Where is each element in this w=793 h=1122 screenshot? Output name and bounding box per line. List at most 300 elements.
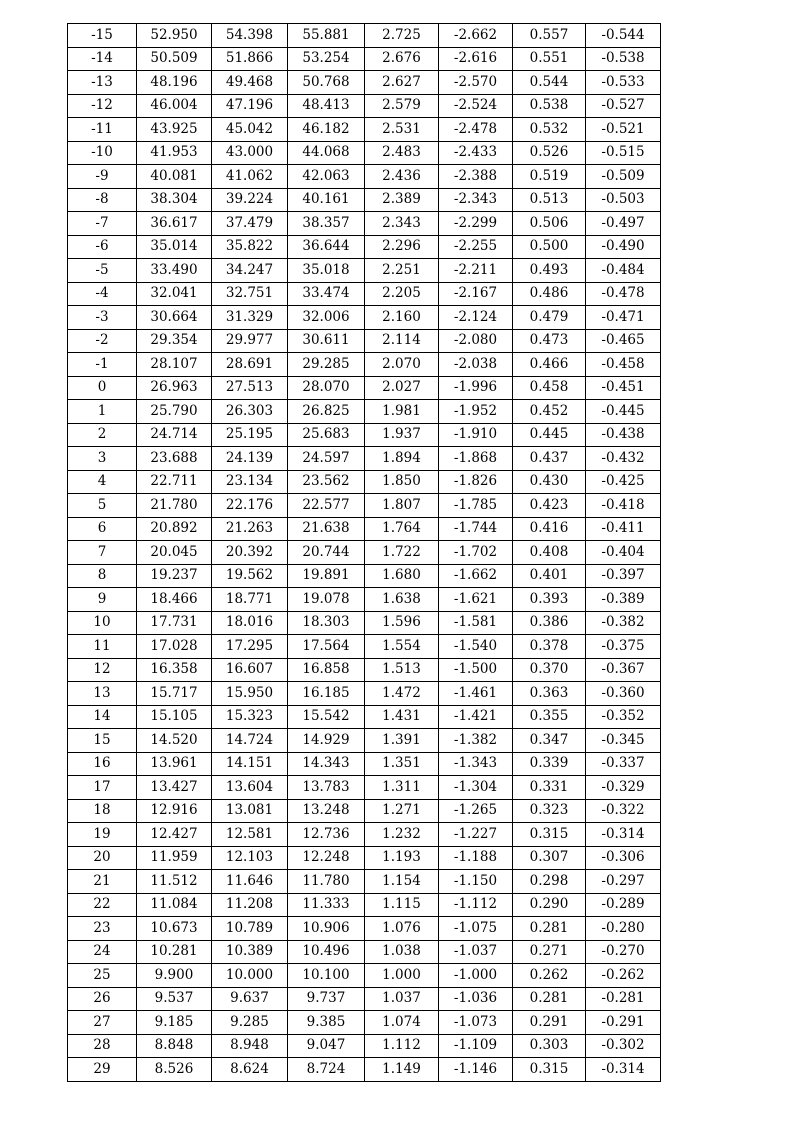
table-cell: 17.731	[137, 611, 212, 635]
table-cell: -0.490	[586, 235, 661, 259]
table-cell: 12.581	[212, 823, 288, 847]
table-cell: -1.952	[439, 400, 513, 424]
table-cell: 0.290	[513, 893, 586, 917]
table-cell: -2.255	[439, 235, 513, 259]
table-row	[68, 494, 661, 518]
table-cell: -1.500	[439, 658, 513, 682]
table-cell: -0.375	[586, 635, 661, 659]
table-cell: 43.000	[212, 141, 288, 165]
table-cell: 40.161	[288, 188, 365, 212]
table-cell: 10.389	[212, 940, 288, 964]
table-cell: 1.037	[365, 987, 439, 1011]
table-cell: -0.297	[586, 870, 661, 894]
table-cell: -2.080	[439, 329, 513, 353]
table-cell: 15.323	[212, 705, 288, 729]
table-cell: -0.382	[586, 611, 661, 635]
row-index-cell: -1	[68, 353, 137, 377]
table-cell: 1.351	[365, 752, 439, 776]
table-cell: 46.182	[288, 118, 365, 142]
table-cell: 19.562	[212, 564, 288, 588]
row-index-cell: -13	[68, 71, 137, 95]
row-index-cell: 0	[68, 376, 137, 400]
table-cell: 30.664	[137, 306, 212, 330]
table-cell: 0.430	[513, 470, 586, 494]
table-cell: -0.337	[586, 752, 661, 776]
table-cell: 0.445	[513, 423, 586, 447]
table-row	[68, 940, 661, 964]
table-cell: 0.315	[513, 823, 586, 847]
table-row	[68, 729, 661, 753]
table-cell: 1.115	[365, 893, 439, 917]
table-cell: 43.925	[137, 118, 212, 142]
table-cell: 1.149	[365, 1058, 439, 1082]
table-cell: 49.468	[212, 71, 288, 95]
row-index-cell: -6	[68, 235, 137, 259]
table-cell: 1.596	[365, 611, 439, 635]
table-cell: -2.478	[439, 118, 513, 142]
table-row	[68, 893, 661, 917]
table-cell: 19.891	[288, 564, 365, 588]
table-row	[68, 564, 661, 588]
table-row	[68, 517, 661, 541]
table-cell: 0.378	[513, 635, 586, 659]
table-row	[68, 635, 661, 659]
table-cell: 41.953	[137, 141, 212, 165]
table-body	[68, 24, 661, 1082]
table-cell: -1.075	[439, 917, 513, 941]
row-index-cell: -7	[68, 212, 137, 236]
table-cell: 0.315	[513, 1058, 586, 1082]
table-cell: 18.771	[212, 588, 288, 612]
table-cell: 2.725	[365, 24, 439, 48]
table-cell: -0.302	[586, 1034, 661, 1058]
table-row	[68, 259, 661, 283]
row-index-cell: 4	[68, 470, 137, 494]
table-row	[68, 964, 661, 988]
row-index-cell: 25	[68, 964, 137, 988]
table-cell: 1.000	[365, 964, 439, 988]
row-index-cell: 8	[68, 564, 137, 588]
row-index-cell: 9	[68, 588, 137, 612]
table-cell: -1.540	[439, 635, 513, 659]
table-cell: -1.112	[439, 893, 513, 917]
table-cell: -0.289	[586, 893, 661, 917]
table-row	[68, 823, 661, 847]
table-cell: 2.389	[365, 188, 439, 212]
table-cell: 8.724	[288, 1058, 365, 1082]
table-row	[68, 235, 661, 259]
table-cell: -2.388	[439, 165, 513, 189]
table-cell: 0.370	[513, 658, 586, 682]
table-row	[68, 400, 661, 424]
table-cell: 13.783	[288, 776, 365, 800]
table-cell: -2.616	[439, 47, 513, 71]
table-cell: 13.248	[288, 799, 365, 823]
table-row	[68, 1034, 661, 1058]
table-cell: 12.916	[137, 799, 212, 823]
table-cell: 2.296	[365, 235, 439, 259]
table-cell: 0.303	[513, 1034, 586, 1058]
table-cell: 9.737	[288, 987, 365, 1011]
table-cell: 16.185	[288, 682, 365, 706]
table-cell: 9.285	[212, 1011, 288, 1035]
table-cell: -0.478	[586, 282, 661, 306]
table-cell: 0.363	[513, 682, 586, 706]
row-index-cell: -9	[68, 165, 137, 189]
table-cell: 45.042	[212, 118, 288, 142]
table-cell: 1.431	[365, 705, 439, 729]
table-cell: 44.068	[288, 141, 365, 165]
table-cell: -1.304	[439, 776, 513, 800]
table-cell: -0.425	[586, 470, 661, 494]
row-index-cell: 3	[68, 447, 137, 471]
table-cell: 18.466	[137, 588, 212, 612]
table-cell: -2.038	[439, 353, 513, 377]
table-cell: -1.073	[439, 1011, 513, 1035]
table-cell: 14.151	[212, 752, 288, 776]
row-index-cell: 14	[68, 705, 137, 729]
table-cell: -0.544	[586, 24, 661, 48]
table-cell: -0.538	[586, 47, 661, 71]
table-cell: 1.680	[365, 564, 439, 588]
table-cell: 38.357	[288, 212, 365, 236]
table-cell: 15.717	[137, 682, 212, 706]
table-cell: 1.154	[365, 870, 439, 894]
table-cell: 0.551	[513, 47, 586, 71]
table-cell: 9.637	[212, 987, 288, 1011]
table-cell: -1.996	[439, 376, 513, 400]
table-row	[68, 212, 661, 236]
table-row	[68, 141, 661, 165]
table-row	[68, 470, 661, 494]
table-cell: 11.512	[137, 870, 212, 894]
row-index-cell: -10	[68, 141, 137, 165]
table-cell: -1.146	[439, 1058, 513, 1082]
row-index-cell: 2	[68, 423, 137, 447]
table-cell: 1.850	[365, 470, 439, 494]
table-cell: -0.360	[586, 682, 661, 706]
table-cell: -0.533	[586, 71, 661, 95]
table-cell: 35.018	[288, 259, 365, 283]
table-cell: 39.224	[212, 188, 288, 212]
table-cell: 0.506	[513, 212, 586, 236]
table-cell: -0.397	[586, 564, 661, 588]
table-cell: -0.418	[586, 494, 661, 518]
table-cell: 35.822	[212, 235, 288, 259]
table-cell: 10.000	[212, 964, 288, 988]
row-index-cell: -8	[68, 188, 137, 212]
table-row	[68, 917, 661, 941]
table-row	[68, 1011, 661, 1035]
table-cell: 23.134	[212, 470, 288, 494]
table-row	[68, 776, 661, 800]
table-cell: 1.074	[365, 1011, 439, 1035]
table-cell: 53.254	[288, 47, 365, 71]
table-cell: 26.303	[212, 400, 288, 424]
table-cell: 0.291	[513, 1011, 586, 1035]
table-cell: 18.016	[212, 611, 288, 635]
table-cell: 15.950	[212, 682, 288, 706]
table-cell: 11.959	[137, 846, 212, 870]
table-cell: 11.780	[288, 870, 365, 894]
table-cell: 1.807	[365, 494, 439, 518]
table-cell: 13.604	[212, 776, 288, 800]
table-cell: -0.280	[586, 917, 661, 941]
table-cell: 0.437	[513, 447, 586, 471]
table-cell: -2.299	[439, 212, 513, 236]
table-cell: -2.124	[439, 306, 513, 330]
row-index-cell: 22	[68, 893, 137, 917]
row-index-cell: 10	[68, 611, 137, 635]
table-cell: 20.392	[212, 541, 288, 565]
table-cell: 29.977	[212, 329, 288, 353]
table-cell: -2.211	[439, 259, 513, 283]
table-cell: 19.237	[137, 564, 212, 588]
table-cell: 0.493	[513, 259, 586, 283]
table-cell: -0.314	[586, 1058, 661, 1082]
table-cell: -1.382	[439, 729, 513, 753]
row-index-cell: -14	[68, 47, 137, 71]
row-index-cell: 1	[68, 400, 137, 424]
table-cell: 0.557	[513, 24, 586, 48]
table-cell: 24.714	[137, 423, 212, 447]
table-cell: -2.433	[439, 141, 513, 165]
table-row	[68, 752, 661, 776]
table-cell: -0.497	[586, 212, 661, 236]
table-cell: 8.948	[212, 1034, 288, 1058]
table-cell: 1.193	[365, 846, 439, 870]
table-row	[68, 705, 661, 729]
table-cell: 9.900	[137, 964, 212, 988]
table-cell: 11.646	[212, 870, 288, 894]
table-cell: 0.532	[513, 118, 586, 142]
table-cell: 9.385	[288, 1011, 365, 1035]
table-cell: -0.432	[586, 447, 661, 471]
table-row	[68, 611, 661, 635]
table-cell: 40.081	[137, 165, 212, 189]
table-cell: 0.538	[513, 94, 586, 118]
table-cell: 0.458	[513, 376, 586, 400]
table-cell: 13.961	[137, 752, 212, 776]
table-cell: -1.109	[439, 1034, 513, 1058]
table-cell: 31.329	[212, 306, 288, 330]
table-cell: -0.509	[586, 165, 661, 189]
table-cell: 13.427	[137, 776, 212, 800]
row-index-cell: 27	[68, 1011, 137, 1035]
table-cell: 1.722	[365, 541, 439, 565]
table-cell: 9.047	[288, 1034, 365, 1058]
table-cell: 1.112	[365, 1034, 439, 1058]
table-cell: 23.562	[288, 470, 365, 494]
table-cell: 2.436	[365, 165, 439, 189]
table-row	[68, 376, 661, 400]
table-cell: 21.780	[137, 494, 212, 518]
table-cell: -1.227	[439, 823, 513, 847]
table-cell: 10.673	[137, 917, 212, 941]
table-cell: -1.000	[439, 964, 513, 988]
row-index-cell: 12	[68, 658, 137, 682]
table-cell: -1.662	[439, 564, 513, 588]
table-cell: 2.070	[365, 353, 439, 377]
table-cell: 2.114	[365, 329, 439, 353]
table-cell: 47.196	[212, 94, 288, 118]
table-cell: 36.644	[288, 235, 365, 259]
table-cell: 2.205	[365, 282, 439, 306]
table-row	[68, 447, 661, 471]
table-cell: 10.789	[212, 917, 288, 941]
table-cell: -2.524	[439, 94, 513, 118]
table-row	[68, 118, 661, 142]
table-cell: 1.472	[365, 682, 439, 706]
table-cell: 38.304	[137, 188, 212, 212]
table-cell: 1.638	[365, 588, 439, 612]
table-cell: 0.423	[513, 494, 586, 518]
table-cell: 34.247	[212, 259, 288, 283]
table-cell: -0.471	[586, 306, 661, 330]
row-index-cell: -2	[68, 329, 137, 353]
table-cell: 25.790	[137, 400, 212, 424]
table-cell: 26.963	[137, 376, 212, 400]
table-cell: -0.445	[586, 400, 661, 424]
table-cell: 14.724	[212, 729, 288, 753]
row-index-cell: 18	[68, 799, 137, 823]
table-cell: 29.285	[288, 353, 365, 377]
table-cell: 50.509	[137, 47, 212, 71]
row-index-cell: 5	[68, 494, 137, 518]
table-cell: 2.483	[365, 141, 439, 165]
table-cell: 0.281	[513, 917, 586, 941]
table-row	[68, 846, 661, 870]
table-cell: 0.466	[513, 353, 586, 377]
table-cell: 10.496	[288, 940, 365, 964]
table-cell: 51.866	[212, 47, 288, 71]
row-index-cell: 13	[68, 682, 137, 706]
row-index-cell: 20	[68, 846, 137, 870]
table-cell: 8.624	[212, 1058, 288, 1082]
table-cell: 2.676	[365, 47, 439, 71]
table-cell: 33.474	[288, 282, 365, 306]
table-cell: 16.607	[212, 658, 288, 682]
table-cell: 14.929	[288, 729, 365, 753]
table-cell: 11.084	[137, 893, 212, 917]
table-cell: -1.826	[439, 470, 513, 494]
table-cell: 0.452	[513, 400, 586, 424]
table-cell: -0.484	[586, 259, 661, 283]
table-cell: 42.063	[288, 165, 365, 189]
row-index-cell: -15	[68, 24, 137, 48]
row-index-cell: -5	[68, 259, 137, 283]
table-cell: -1.621	[439, 588, 513, 612]
table-row	[68, 987, 661, 1011]
table-cell: 26.825	[288, 400, 365, 424]
table-cell: 28.107	[137, 353, 212, 377]
row-index-cell: -11	[68, 118, 137, 142]
table-cell: 25.195	[212, 423, 288, 447]
table-cell: -0.503	[586, 188, 661, 212]
table-cell: 12.427	[137, 823, 212, 847]
table-cell: 0.479	[513, 306, 586, 330]
table-cell: 2.627	[365, 71, 439, 95]
table-cell: 1.311	[365, 776, 439, 800]
table-cell: 48.196	[137, 71, 212, 95]
row-index-cell: 16	[68, 752, 137, 776]
table-cell: -0.411	[586, 517, 661, 541]
table-cell: 52.950	[137, 24, 212, 48]
table-cell: -1.421	[439, 705, 513, 729]
table-cell: -0.270	[586, 940, 661, 964]
table-cell: 22.176	[212, 494, 288, 518]
table-cell: -1.188	[439, 846, 513, 870]
row-index-cell: 24	[68, 940, 137, 964]
table-cell: 0.386	[513, 611, 586, 635]
table-cell: 20.892	[137, 517, 212, 541]
table-cell: 12.736	[288, 823, 365, 847]
table-cell: 54.398	[212, 24, 288, 48]
table-cell: -2.662	[439, 24, 513, 48]
table-cell: -1.037	[439, 940, 513, 964]
table-row	[68, 24, 661, 48]
row-index-cell: 15	[68, 729, 137, 753]
table-cell: 0.500	[513, 235, 586, 259]
table-cell: -1.343	[439, 752, 513, 776]
table-cell: 27.513	[212, 376, 288, 400]
table-cell: -1.785	[439, 494, 513, 518]
table-cell: 24.139	[212, 447, 288, 471]
table-cell: 16.858	[288, 658, 365, 682]
table-cell: 23.688	[137, 447, 212, 471]
table-cell: 17.028	[137, 635, 212, 659]
table-cell: -0.458	[586, 353, 661, 377]
table-cell: 17.295	[212, 635, 288, 659]
table-row	[68, 165, 661, 189]
row-index-cell: 26	[68, 987, 137, 1011]
table-cell: 33.490	[137, 259, 212, 283]
table-cell: 1.038	[365, 940, 439, 964]
table-cell: -0.389	[586, 588, 661, 612]
table-row	[68, 682, 661, 706]
row-index-cell: -3	[68, 306, 137, 330]
table-cell: 46.004	[137, 94, 212, 118]
row-index-cell: 29	[68, 1058, 137, 1082]
table-cell: 0.544	[513, 71, 586, 95]
table-cell: 8.526	[137, 1058, 212, 1082]
table-cell: 32.006	[288, 306, 365, 330]
table-cell: 19.078	[288, 588, 365, 612]
table-row	[68, 799, 661, 823]
table-cell: -0.515	[586, 141, 661, 165]
table-row	[68, 541, 661, 565]
table-cell: -1.744	[439, 517, 513, 541]
table-cell: 0.393	[513, 588, 586, 612]
table-cell: 2.579	[365, 94, 439, 118]
table-cell: -2.570	[439, 71, 513, 95]
table-cell: 15.105	[137, 705, 212, 729]
table-cell: 2.160	[365, 306, 439, 330]
row-index-cell: 6	[68, 517, 137, 541]
table-cell: 0.513	[513, 188, 586, 212]
table-cell: -0.404	[586, 541, 661, 565]
table-cell: 0.331	[513, 776, 586, 800]
table-cell: 1.894	[365, 447, 439, 471]
table-cell: 8.848	[137, 1034, 212, 1058]
table-cell: 50.768	[288, 71, 365, 95]
table-cell: 0.262	[513, 964, 586, 988]
table-cell: 2.251	[365, 259, 439, 283]
table-cell: 1.764	[365, 517, 439, 541]
table-cell: 0.339	[513, 752, 586, 776]
table-cell: -0.314	[586, 823, 661, 847]
table-cell: 12.103	[212, 846, 288, 870]
